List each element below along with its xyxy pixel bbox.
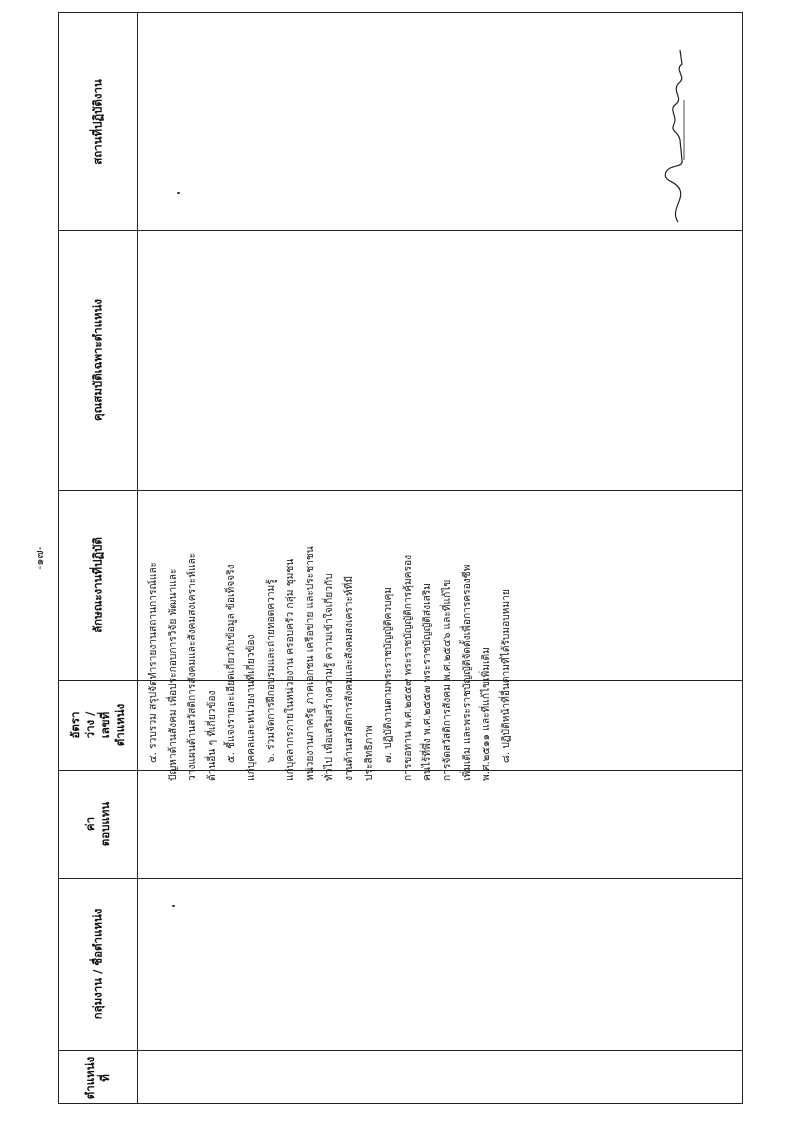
header-position-no: ตำแหน่ง ที่ [83,1056,112,1099]
duty-line: ปัญหาด้านสังคม เพื่อประกอบการวิจัย พัฒนาและ [167,568,179,781]
duty-line: ประสิทธิภาพ [363,725,375,781]
scan-speck [172,905,175,907]
row-divider [59,878,742,879]
duties-text [138,485,683,785]
duty-line: คนไร้ที่พึ่ง พ.ศ.๒๕๕๗ พระราชบัญญัติส่งเสริม [422,583,434,781]
header-compensation: ค่า ตอบแทน [83,801,112,847]
header-group-position: กลุ่มงาน / ชื่อตำแหน่ง [90,908,105,1020]
signature [640,40,700,230]
duty-line: การขอทาน พ.ศ.๒๕๕๙ พระราชบัญญัติการคุ้มครอง [402,554,414,781]
duty-line: วางแผนด้านสวัสดิการสังคมและสังคมสงเคราะห์และ [187,552,199,781]
duty-line: หน่วยงานภาครัฐ ภาคเอกชน เครือข่าย และประชาชน [304,546,316,781]
duty-line: ๕. ชี้แจงรายละเอียดเกี่ยวกับข้อมูล ข้อเท็จจริง [226,564,238,763]
header-workplace: สถานที่ปฏิบัติงาน [90,78,105,165]
row-divider [59,230,742,231]
duties-cell [138,485,683,785]
duty-line: พ.ศ.๒๕๑๑ และที่แก้ไขเพิ่มเติม [481,647,493,781]
duty-line: เพิ่มเติม และพระราชบัญญัติจัดตั้งเพื่อการครองชีพ [461,564,473,781]
scan-speck [177,192,180,194]
duty-line: ๗. ปฏิบัติงานตามพระราชบัญญัติควบคุม [383,587,395,763]
row-divider [59,1050,742,1051]
page-number: -๑๗- [33,546,46,570]
header-quota: อัตราว่าง / เลขที่ ตำแหน่ง [68,703,127,747]
duty-line: ๔. รวบรวม สรุปจัดทำรายงานสถานการณ์และ [148,561,159,763]
duty-line: งานด้านสวัสดิการสังคมและสังคมสงเคราะห์ที่มี [343,575,355,781]
duty-line: ๖. ร่วมจัดการฝึกอบรมและถ่ายทอดความรู้ [265,579,277,763]
header-qualifications: คุณสมบัติเฉพาะตำแหน่ง [90,298,105,422]
duty-line: การจัดสวัสดิการสังคม พ.ศ.๒๕๔๖ และที่แก้ไข [441,579,453,781]
duty-line: ด้านอื่น ๆ ที่เกี่ยวข้อง [206,690,218,781]
duty-line: แก่บุคคลและหน่วยงานที่เกี่ยวข้อง [245,634,257,781]
header-duties: ลักษณะงานที่ปฏิบัติ [90,537,105,633]
duty-line: ๘. ปฏิบัติหน้าที่อื่นตามที่ได้รับมอบหมาย [500,589,512,763]
duty-line: ทั่วไป เพื่อเสริมสร้างความรู้ ความเข้าใจเกี่ยวกับ [324,573,336,781]
duty-line: แก่บุคลากรภายในหน่วยงาน ครอบครัว กลุ่ม ชุมชน [285,558,297,781]
